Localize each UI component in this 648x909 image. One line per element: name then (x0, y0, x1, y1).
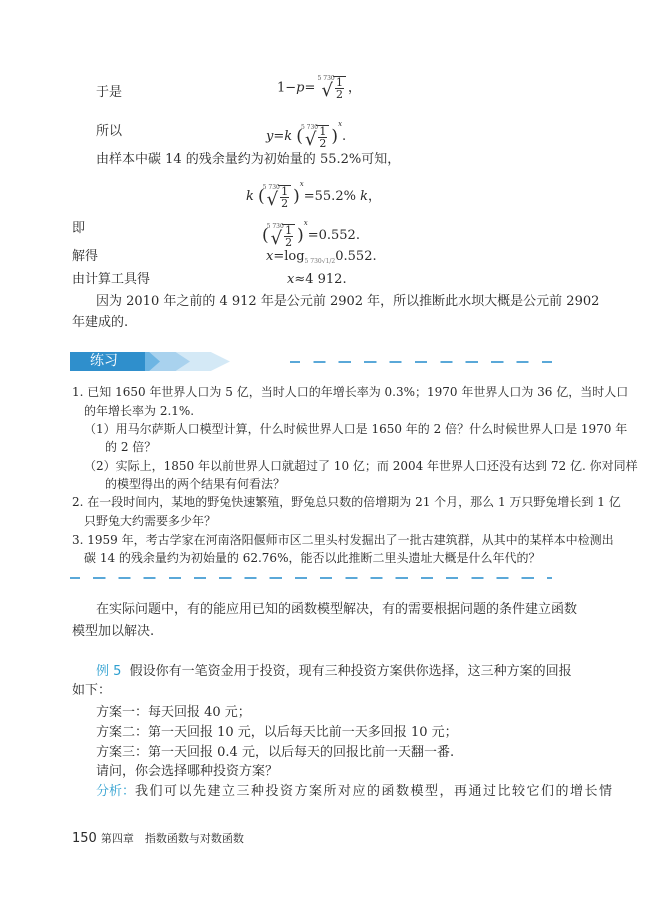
formula-text: . (342, 129, 347, 144)
formula-6 (287, 271, 347, 289)
formula-text: ≈4 912. (294, 272, 347, 287)
numerator: 1 (285, 223, 293, 237)
nth-root (266, 222, 295, 249)
var-x: x (287, 272, 295, 287)
exercise-line: 碳 14 的残余量约为初始量的 62.76%，能否以此推断二里头遗址大概是什么年代的？ (84, 551, 541, 565)
formula-text: 1− (277, 80, 297, 96)
numerator: 1 (319, 124, 327, 138)
denominator: 2 (281, 196, 289, 210)
paragraph: 模型加以解决. (72, 624, 155, 639)
exercise-line: （1）用马尔萨斯人口模型计算，什么时候世界人口是 1650 年的 2 倍？什么时候世界人口是 1970 年 (84, 422, 628, 436)
radical-icon: √ (266, 188, 279, 210)
conclusion-line-1: 因为 2010 年之前的 4 912 年是公元前 2902 年，所以推断此水坝大概是公元前 2902 (96, 294, 600, 309)
var-k: k (284, 129, 293, 144)
exercise-line: 的 2 倍？ (105, 440, 157, 454)
paragraph: 由样本中碳 14 的残余量约为初始量的 55.2%可知， (96, 152, 401, 167)
numerator: 1 (325, 258, 330, 265)
example-label: 例 5 (96, 664, 122, 679)
question: 请问，你会选择哪种投资方案？ (96, 764, 279, 779)
exercise-line: 的年增长率为 2.1%. (84, 404, 195, 418)
exponent: x (299, 180, 304, 188)
formula-3: k ( 5 730 √ $\frac{1}{2}$ )$^x$=55.2% k， (246, 180, 381, 210)
root-index: 5 730 (262, 183, 280, 191)
conclusion-line-2: 年建成的. (72, 315, 129, 330)
radical-icon: √ (304, 128, 317, 150)
root-index: 5 730 (304, 258, 322, 265)
page-number: 150 (72, 831, 97, 846)
formula-4: ( 5 730 √ $\frac{1}{2}$ )$^x$=0.552. (262, 219, 360, 249)
label-ji: 即 (72, 221, 86, 236)
chapter-title: 第四章 指数函数与对数函数 (100, 832, 244, 845)
analysis-line (96, 783, 614, 801)
analysis-label: 分析： (96, 784, 136, 799)
var-x: x (266, 249, 274, 264)
var-p: p (296, 80, 305, 96)
label-yushi: 于是 (96, 85, 123, 100)
formula-text: 0.552. (335, 249, 377, 264)
exponent: x (338, 120, 343, 128)
plan-2: 方案二：第一天回报 10 元，以后每天比前一天多回报 10 元； (96, 725, 458, 740)
example-text: 假设你有一笔资金用于投资，现有三种投资方案供你选择，这三种方案的回报 (129, 664, 572, 679)
divider-dashed (290, 361, 552, 363)
exercise-line: 1. 已知 1650 年世界人口为 5 亿，当时人口的年增长率为 0.3%；1970 年世界人口为 36 亿，当时人口 (72, 385, 629, 399)
root-index: 5 730 (300, 123, 319, 131)
label-jiede: 解得 (72, 249, 99, 264)
exercise-line: 的模型得出的两个结果有何看法？ (105, 477, 286, 491)
exercise-line: 2. 在一段时间内，某地的野兔快速繁殖，野兔总只数的倍增期为 21 个月，那么 1 万只野兔增长到 1 亿 (72, 495, 621, 509)
formula-text: =0.552. (307, 228, 360, 243)
nth-root (300, 123, 329, 150)
formula-5 (266, 248, 377, 271)
example-line (96, 663, 572, 681)
exercise-line: 只野兔大约需要多少年？ (84, 514, 217, 528)
numerator: 1 (281, 184, 289, 198)
var-k: k (246, 189, 254, 204)
plan-1: 方案一：每天回报 40 元； (96, 705, 251, 720)
page-footer (72, 830, 244, 846)
numerator: 1 (336, 76, 344, 89)
radical-icon: √ (321, 80, 334, 101)
denominator: 2 (319, 136, 327, 150)
formula-text: ， (348, 80, 362, 96)
formula-2: y=k ( 5 730 √ $\frac{1}{2}$ )$^x$. (266, 120, 347, 150)
exercise-line: （2）实际上，1850 年以前世界人口就超过了 10 亿；而 2004 年世界人口还没有达到 72 亿. 你对同样 (84, 459, 638, 473)
exercise-title: 练习 (90, 353, 118, 369)
nth-root (262, 183, 291, 210)
denominator: 2 (331, 258, 336, 265)
divider-dashed (70, 577, 552, 579)
formula-1 (277, 76, 361, 100)
formula-text: =55.2% (303, 189, 361, 204)
root-index: 5 730 (317, 75, 335, 82)
radical-icon: √ (270, 227, 283, 249)
root-index: 5 730 (266, 222, 284, 230)
exercise-line: 3. 1959 年，考古学家在河南洛阳偃师市区二里头村发掘出了一批古建筑群，从其中的某样本中检测出 (72, 533, 614, 547)
example-line: 如下： (72, 683, 112, 698)
formula-text: ， (367, 189, 381, 204)
denominator: 2 (285, 235, 293, 249)
var-y: y (266, 129, 274, 144)
formula-text: = (304, 80, 316, 96)
denominator: 2 (336, 88, 344, 101)
label-suoyi: 所以 (96, 124, 123, 139)
formula-text: =log (273, 249, 305, 264)
formula-text: = (273, 129, 285, 144)
log-base: 5 730√1/2 (304, 258, 336, 265)
exercise-banner (70, 352, 280, 371)
label-calc: 由计算工具得 (72, 272, 151, 287)
analysis-text: 我们可以先建立三种投资方案所对应的函数模型，再通过比较它们的增长情 (135, 784, 614, 799)
exponent: x (303, 219, 308, 227)
var-k: k (360, 189, 368, 204)
plan-3: 方案三：第一天回报 0.4 元，以后每天的回报比前一天翻一番. (96, 745, 455, 760)
nth-root (317, 75, 346, 101)
paragraph: 在实际问题中，有的能应用已知的函数模型解决，有的需要根据问题的条件建立函数 (96, 602, 578, 617)
